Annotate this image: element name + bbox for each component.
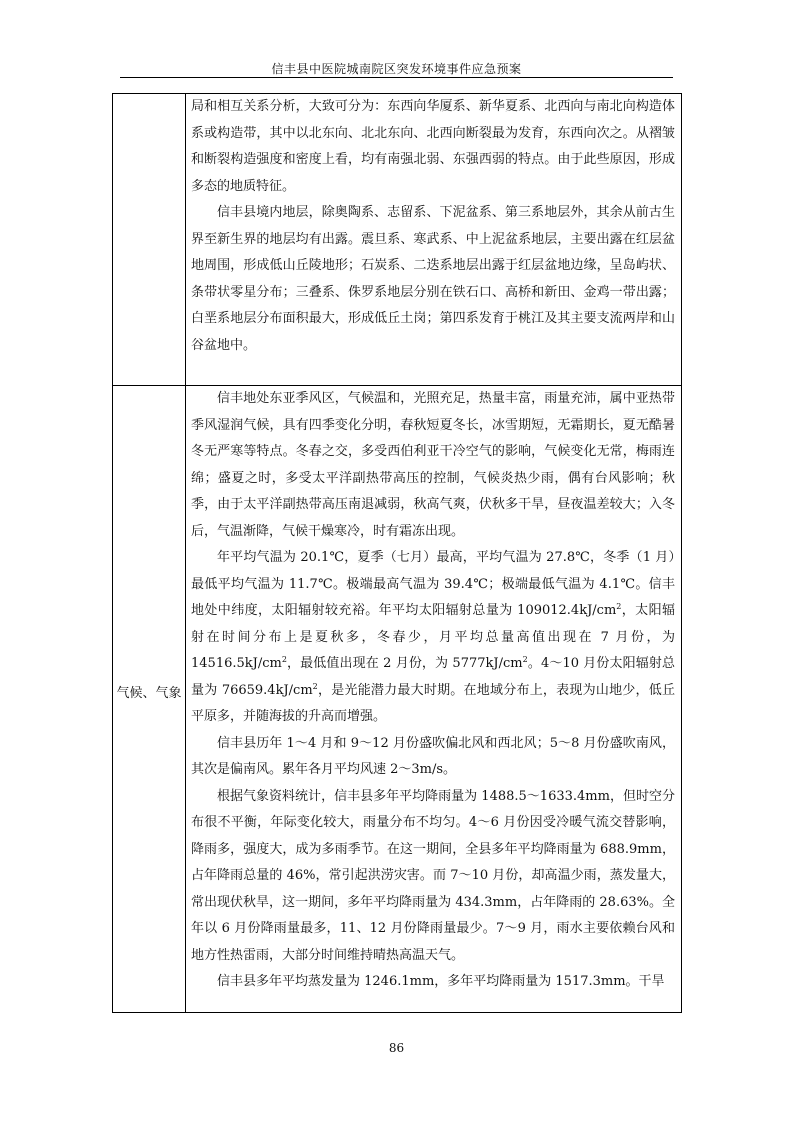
climate-paragraph-2: [191, 545, 675, 731]
climate-paragraph-5: 信丰县多年平均蒸发量为 1246.1mm，多年平均降雨量为 1517.3mm。干旱: [217, 974, 665, 989]
temperature-text: 年平均气温为 20.1℃，夏季（七月）最高，平均气温为 27.8℃，冬季（1 月）最低平均气温为 11.7℃。极端最高气温为 39.4℃；极端最低气温为 4.1℃。信丰地处中纬度，太阳辐射较充裕。年平均太阳辐射总量为 109012.4kJ/cm: [191, 550, 675, 618]
table-column-divider: [185, 94, 186, 1012]
climate-cell: [191, 386, 675, 996]
climate-paragraph-4: 根据气象资料统计，信丰县多年平均降雨量为 1488.5～1633.4mm，但时空分布很不平衡，年际变化较大，雨量分布不均匀。4～6 月份因受冷暖气流交替影响，降雨多，强度大，成为多雨季节。在这一期间，全县多年平均降雨量为 688.9mm，占年降雨总量的 46%，常引起洪涝灾害。而 7～10 月份，却高温少雨，蒸发量大，常出现伏秋旱，这一期间，多年平均降雨量为 434.3mm，占年降雨的 28.63%。全年以 6 月份降雨量最多，11、12 月份降雨量最少。7～9 月，雨水主要依赖台风和地方性热雷雨，大部分时间维持晴热高温天气。: [191, 788, 675, 963]
radiation-distribution-text: ，是光能潜力最大时期。在地域分布上，表现为山地少，低丘平原多，并随海拔的升高而增强。: [191, 682, 675, 724]
superscript: 2: [522, 655, 528, 664]
radiation-season-text: 。4～10 月份太阳辐射总量为 76659.4kJ/cm: [191, 656, 675, 698]
geology-paragraph-1: 局和相互关系分析，大致可分为：东西向华厦系、新华夏系、北西向与南北向构造体系或构造带，其中以北东向、北北东向、北西向断裂最为发育，东西向次之。从褶皱和断裂构造强度和密度上看，均有南强北弱、东强西弱的特点。由于此些原因，形成多态的地质特征。: [191, 99, 675, 194]
climate-row-label: 气候、气象: [116, 686, 182, 701]
climate-paragraph-1: 信丰地处东亚季风区，气候温和，光照充足，热量丰富，雨量充沛，属中亚热带季风湿润气候，具有四季变化分明，春秋短夏冬长，冰雪期短，无霜期长，夏无酷暑冬无严寒等特点。冬春之交，多受西伯利亚干冷空气的影响，气候变化无常，梅雨连绵；盛夏之时，多受太平洋副热带高压的控制，气候炎热少雨，偶有台风影响；秋季，由于太平洋副热带高压南退减弱，秋高气爽，伏秋多干旱，昼夜温差较大；入冬后，气温渐降，气候干燥寒冷，时有霜冻出现。: [191, 391, 675, 539]
geology-paragraph-2: 信丰县境内地层，除奥陶系、志留系、下泥盆系、第三系地层外，其余从前古生界至新生界的地层均有出露。震旦系、寒武系、中上泥盆系地层，主要出露在红层盆地周围，形成低山丘陵地形；石炭系、二迭系地层出露于红层盆地边缘，呈岛屿状、条带状零星分布；三叠系、侏罗系地层分别在铁石口、高桥和新田、金鸡一带出露；白垩系地层分布面积最大，形成低丘土岗；第四系发育于桃江及其主要支流两岸和山谷盆地中。: [191, 205, 675, 353]
radiation-min-text: ，最低值出现在 2 月份，为 5777kJ/cm: [286, 656, 523, 671]
radiation-text: ，太阳辐射在时间分布上是夏秋多，冬春少，月平均总量高值出现在 7 月份，为 14516.5kJ/cm: [191, 603, 675, 671]
superscript: 2: [616, 602, 622, 611]
page-number: 86: [388, 1041, 405, 1055]
header-divider: [120, 77, 673, 78]
superscript: 2: [312, 681, 318, 691]
geology-cell: [191, 94, 675, 359]
climate-paragraph-3: 信丰县历年 1～4 月和 9～12 月份盛吹偏北风和西北风；5～8 月份盛吹南风，其次是偏南风。累年各月平均风速 2～3m/s。: [191, 735, 675, 777]
superscript: 2: [281, 655, 287, 664]
content-table: [112, 93, 682, 1013]
page-header-title: 信丰县中医院城南院区突发环境事件应急预案: [271, 62, 522, 76]
